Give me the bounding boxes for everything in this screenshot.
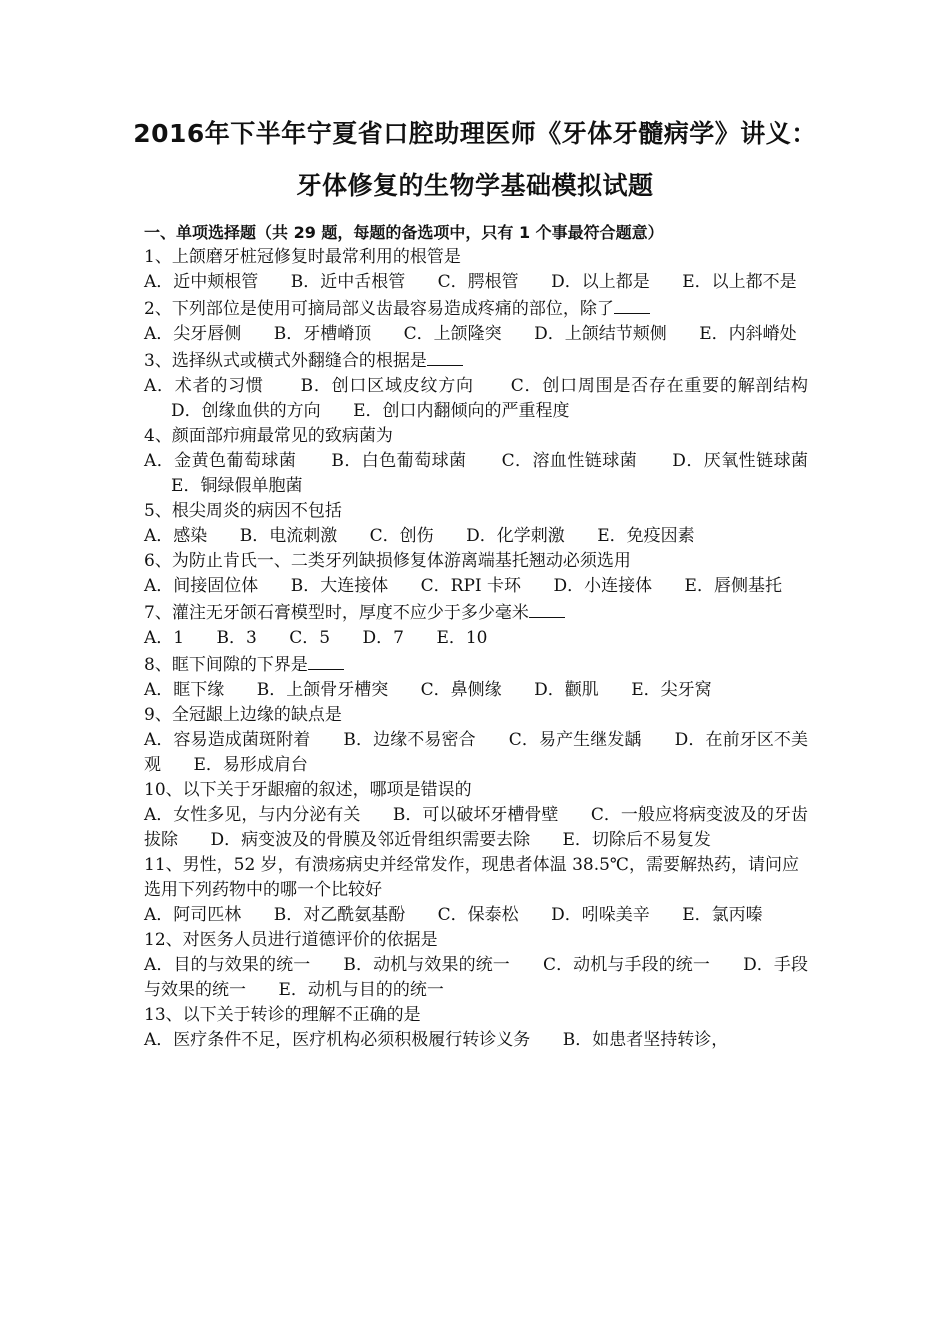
option-a: A．阿司匹林 (144, 905, 242, 925)
question-item (144, 245, 808, 295)
question-stem (144, 424, 808, 449)
option-b: B．上颌骨牙槽突 (256, 680, 389, 700)
question-body (144, 220, 808, 1053)
question-stem-text: 11、男性，52 岁，有溃疡病史并经常发作，现患者体温 38.5℃，需要解热药，请问应选用下列药物中的哪一个比较好 (144, 855, 799, 900)
option-d: D．吲哚美辛 (551, 905, 650, 925)
document-title-line2: 牙体修复的生物学基础模拟试题 (296, 171, 654, 200)
section-heading: 一、单项选择题（共 29 题，每题的备选项中，只有 1 个事最符合题意） (144, 223, 664, 242)
option-c: C．5 (289, 628, 331, 648)
question-item (144, 599, 808, 651)
option-b: B．近中舌根管 (290, 272, 406, 292)
question-stem (144, 853, 808, 903)
option-a: A．医疗条件不足，医疗机构必须积极履行转诊义务 (144, 1030, 531, 1050)
question-stem-text: 5、根尖周炎的病因不包括 (144, 501, 342, 521)
question-stem (144, 1003, 808, 1028)
option-list (144, 728, 808, 778)
option-e: E．10 (436, 628, 488, 648)
answer-blank (529, 599, 565, 618)
question-item (144, 853, 808, 928)
option-a: A．感染 (144, 526, 208, 546)
option-e: E．易形成肩台 (193, 755, 308, 775)
question-stem (144, 703, 808, 728)
question-item (144, 347, 808, 424)
option-c: C．鼻侧缘 (420, 680, 502, 700)
question-stem (144, 347, 808, 374)
option-b: B．可以破坏牙槽骨壁 (392, 805, 559, 825)
question-stem-text: 4、颜面部疖痈最常见的致病菌为 (144, 426, 393, 446)
option-b: B．如患者坚持转诊， (562, 1030, 729, 1050)
answer-blank (308, 651, 344, 670)
option-c: C．溶血性链球菌 (501, 451, 638, 471)
answer-blank (614, 295, 650, 314)
option-e: E．创口内翻倾向的严重程度 (353, 401, 570, 421)
question-stem-text: 1、上颌磨牙桩冠修复时最常利用的根管是 (144, 247, 461, 267)
question-stem (144, 928, 808, 953)
option-b: B．大连接体 (290, 576, 389, 596)
option-list (144, 374, 808, 424)
question-item (144, 499, 808, 549)
option-a: A．容易造成菌斑附着 (144, 730, 311, 750)
option-list (144, 903, 808, 928)
option-a: A．眶下缘 (144, 680, 225, 700)
question-stem (144, 245, 808, 270)
option-a: A．女性多见，与内分泌有关 (144, 805, 361, 825)
question-stem-text: 8、眶下间隙的下界是 (144, 655, 308, 675)
question-stem (144, 549, 808, 574)
option-a: A．目的与效果的统一 (144, 955, 311, 975)
option-d: D．7 (362, 628, 404, 648)
question-item (144, 295, 808, 347)
option-b: B．动机与效果的统一 (343, 955, 510, 975)
option-b: B．牙槽嵴顶 (273, 324, 372, 344)
option-c: C．易产生继发龋 (508, 730, 642, 750)
option-e: E．尖牙窝 (631, 680, 712, 700)
option-b: B．白色葡萄球菌 (331, 451, 467, 471)
option-a: A．术者的习惯 (144, 376, 264, 396)
option-b: B．边缘不易密合 (343, 730, 476, 750)
question-stem (144, 651, 808, 678)
question-stem (144, 295, 808, 322)
question-stem-text: 10、以下关于牙龈瘤的叙述，哪项是错误的 (144, 780, 472, 800)
question-item (144, 424, 808, 499)
option-d: D．上颌结节颊侧 (534, 324, 667, 344)
option-e: E．铜绿假单胞菌 (171, 476, 303, 496)
question-item (144, 703, 808, 778)
option-list (144, 678, 808, 703)
option-d: D．化学刺激 (466, 526, 565, 546)
option-b: B．创口区域皮纹方向 (300, 376, 474, 396)
question-item (144, 928, 808, 1003)
option-c: C．腭根管 (437, 272, 519, 292)
option-e: E．内斜嵴处 (699, 324, 797, 344)
option-e: E．唇侧基托 (684, 576, 782, 596)
document-title-line1: 2016年下半年宁夏省口腔助理医师《牙体牙髓病学》讲义： (133, 119, 817, 148)
question-item (144, 651, 808, 703)
option-d: D．在前牙区不美观 (144, 730, 809, 775)
answer-blank (427, 347, 463, 366)
option-e: E．切除后不易复发 (562, 830, 711, 850)
question-stem (144, 778, 808, 803)
question-stem-text: 13、以下关于转诊的理解不正确的是 (144, 1005, 421, 1025)
question-stem (144, 499, 808, 524)
question-stem-text: 6、为防止肯氏一、二类牙列缺损修复体游离端基托翘动必须选用 (144, 551, 631, 571)
option-list (144, 953, 808, 1003)
option-d: D．病变波及的骨膜及邻近骨组织需要去除 (210, 830, 531, 850)
question-stem (144, 599, 808, 626)
question-item (144, 549, 808, 599)
option-list (144, 1028, 808, 1053)
option-a: A．1 (144, 628, 185, 648)
option-a: A．近中颊根管 (144, 272, 259, 292)
question-item (144, 778, 808, 853)
option-b: B．3 (216, 628, 257, 648)
question-item (144, 1003, 808, 1053)
question-stem-text: 7、灌注无牙颌石膏模型时，厚度不应少于多少毫米 (144, 603, 529, 623)
option-d: D．颧肌 (534, 680, 599, 700)
question-stem-text: 3、选择纵式或横式外翻缝合的根据是 (144, 351, 427, 371)
option-b: B．电流刺激 (239, 526, 338, 546)
option-d: D．创缘血供的方向 (171, 401, 321, 421)
option-list (144, 574, 808, 599)
option-c: C．一般应将病变波及的牙齿拔除 (144, 805, 808, 850)
option-a: A．金黄色葡萄球菌 (144, 451, 297, 471)
option-e: E．动机与目的的统一 (278, 980, 444, 1000)
option-d: D．厌氧性链球菌 (672, 451, 809, 471)
option-list (144, 803, 808, 853)
option-c: C．RPI 卡环 (420, 576, 522, 596)
question-stem-text: 12、对医务人员进行道德评价的依据是 (144, 930, 438, 950)
option-a: A．间接固位体 (144, 576, 259, 596)
option-c: C．上颌隆突 (403, 324, 502, 344)
option-d: D．手段与效果的统一 (144, 955, 809, 1000)
question-stem-text: 9、全冠龈上边缘的缺点是 (144, 705, 342, 725)
option-c: C．创伤 (369, 526, 434, 546)
option-c: C．动机与手段的统一 (542, 955, 711, 975)
option-list (144, 449, 808, 499)
option-d: D．以上都是 (551, 272, 650, 292)
option-b: B．对乙酰氨基酚 (273, 905, 406, 925)
option-e: E．免疫因素 (597, 526, 695, 546)
option-c: C．保泰松 (437, 905, 519, 925)
option-list (144, 322, 808, 347)
option-c: C．创口周围是否存在重要的解剖结构 (510, 376, 808, 396)
option-list (144, 270, 808, 295)
question-stem-text: 2、下列部位是使用可摘局部义齿最容易造成疼痛的部位，除了 (144, 299, 614, 319)
option-e: E．氯丙嗪 (682, 905, 763, 925)
option-a: A．尖牙唇侧 (144, 324, 242, 344)
option-e: E．以上都不是 (682, 272, 797, 292)
option-list (144, 626, 808, 651)
option-list (144, 524, 808, 549)
option-d: D．小连接体 (553, 576, 653, 596)
